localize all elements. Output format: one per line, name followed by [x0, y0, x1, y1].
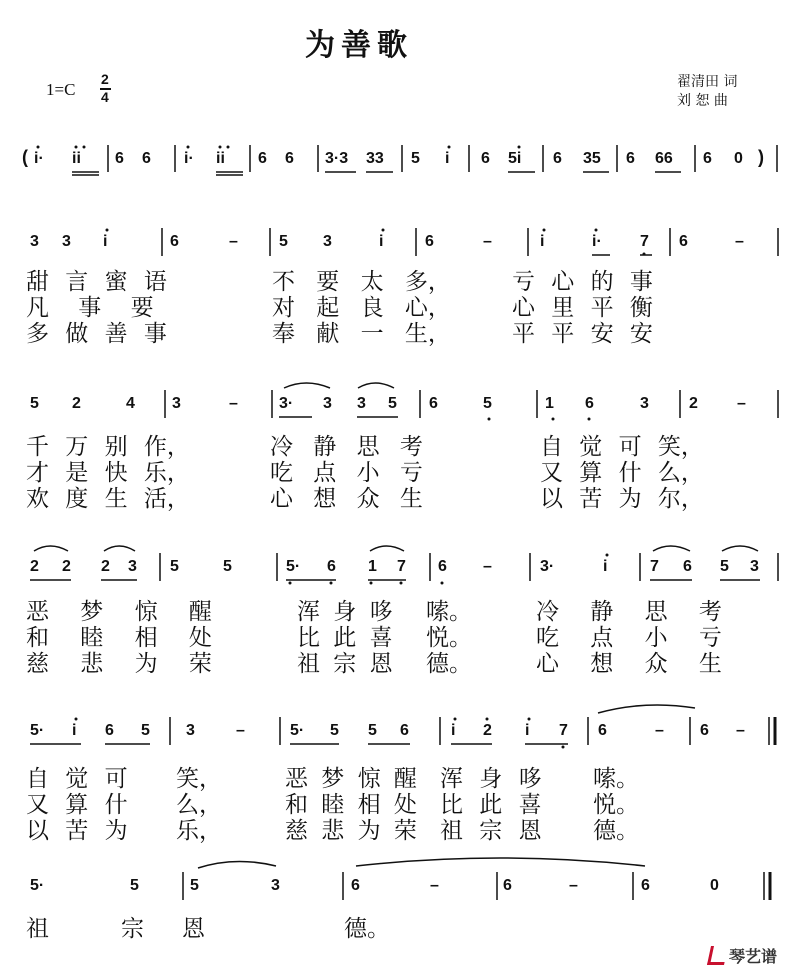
composer-credit: 刘 恕 曲 [677, 93, 728, 109]
lyric-line: 奉 献 一 生， [272, 321, 451, 347]
note: 5i [508, 150, 522, 167]
lyric-line: 自 觉 可 [26, 766, 128, 792]
note: 6 [115, 150, 124, 167]
note: 6 [700, 722, 709, 739]
lyric-line: 心 想 众 生 [270, 486, 423, 512]
note: 6 [429, 395, 438, 412]
note: i [525, 722, 530, 739]
note: 6 [503, 877, 512, 894]
note: 6 [703, 150, 712, 167]
lyric-line: 悦。 [593, 792, 639, 818]
note: 3 [640, 395, 649, 412]
note: 6 [400, 722, 409, 739]
lyric-line: 又 算 什 么， [540, 460, 704, 486]
note: – [236, 722, 245, 739]
lyric-line: 才 是 快 乐， [26, 460, 190, 486]
note: 5 [141, 722, 150, 739]
lyric-line: 对 起 良 心， [272, 295, 451, 321]
lyric-line: 不 要 太 多， [272, 269, 451, 295]
note: 3 [271, 877, 280, 894]
note: – [229, 395, 238, 412]
note: i [72, 722, 77, 739]
note: 5 [130, 877, 139, 894]
note: i· [592, 233, 602, 250]
note: 5 [483, 395, 492, 412]
note: – [229, 233, 238, 250]
note: – [483, 233, 492, 250]
note: – [430, 877, 439, 894]
lyric-line: 悦。 [426, 625, 472, 651]
lyric-line: 祖 宗 恩 [297, 651, 393, 677]
note: 6 [626, 150, 635, 167]
note: 5 [30, 395, 39, 412]
lyric-line: 德。 [426, 651, 472, 677]
note: – [569, 877, 578, 894]
intro-open-paren: ( [22, 147, 28, 167]
lyric-word: 祖 [26, 916, 49, 942]
note: 5 [411, 150, 420, 167]
lyricist-credit: 翟清田 词 [677, 74, 738, 90]
note: 3·3 [325, 150, 349, 167]
note: i [603, 558, 608, 575]
lyric-line: 心 想 众 生 [536, 651, 722, 677]
note: 6 [438, 558, 447, 575]
note: 6 [105, 722, 114, 739]
lyric-line: 吃 点 小 亏 [536, 625, 722, 651]
lyric-line: 千 万 别 作， [26, 434, 190, 460]
watermark-text: 琴艺谱 [729, 947, 778, 966]
note: ii [216, 150, 225, 167]
note: 6 [679, 233, 688, 250]
note: 3 [323, 233, 332, 250]
note: 1 [545, 395, 554, 412]
lyric-line: 亏 心 的 事 [512, 269, 653, 295]
note: 2 [689, 395, 698, 412]
note: 3 [62, 233, 71, 250]
lyric-line: 以 苦 为 尔， [540, 486, 704, 512]
lyric-line: 欢 度 生 活， [26, 486, 190, 512]
lyric-line: 恶 梦 惊 醒 [26, 599, 212, 625]
note: – [483, 558, 492, 575]
lyric-word: 宗 [121, 916, 144, 942]
note: 5 [368, 722, 377, 739]
note: 5· [30, 722, 45, 739]
note: 6 [553, 150, 562, 167]
lyric-line: 浑 身 哆 [440, 766, 542, 792]
note: 3 [172, 395, 181, 412]
song-title: 为善歌 [305, 28, 413, 63]
lyric-line: 笑， [176, 766, 222, 792]
lyric-line: 祖 宗 恩 [440, 818, 542, 844]
note: 3 [30, 233, 39, 250]
note: 3· [279, 395, 294, 412]
note: 6 [327, 558, 336, 575]
note: 3 [186, 722, 195, 739]
note: – [735, 233, 744, 250]
note: 5 [223, 558, 232, 575]
lyric-line: 德。 [593, 818, 639, 844]
note: 2 [30, 558, 39, 575]
lyric-line: 和 睦 相 处 [285, 792, 417, 818]
lyric-line: 凡 事 要 [26, 295, 154, 321]
note: 5 [330, 722, 339, 739]
note: – [736, 722, 745, 739]
note: 5 [170, 558, 179, 575]
time-signature-top: 2 [101, 71, 109, 87]
note: 5 [279, 233, 288, 250]
note: 2 [483, 722, 492, 739]
note: i [379, 233, 384, 250]
lyric-line: 乐， [176, 818, 222, 844]
note: 6 [481, 150, 490, 167]
note: 5· [286, 558, 301, 575]
note: 5· [290, 722, 305, 739]
lyric-line: 和 睦 相 处 [26, 625, 212, 651]
note: 0 [710, 877, 719, 894]
note: 5 [190, 877, 199, 894]
note: i· [34, 150, 44, 167]
note: 2 [72, 395, 81, 412]
lyric-line: 以 苦 为 [26, 818, 128, 844]
lyric-line: 嗦。 [593, 766, 639, 792]
lyric-line: 平 平 安 安 [512, 321, 653, 347]
watermark-logo [709, 944, 791, 966]
note: i [540, 233, 545, 250]
note: 6 [258, 150, 267, 167]
note: 0 [734, 150, 743, 167]
note: 3 [357, 395, 366, 412]
note: 3 [128, 558, 137, 575]
lyric-line: 冷 静 思 考 [536, 599, 722, 625]
key-signature: 1=C [46, 80, 76, 99]
note: 6 [585, 395, 594, 412]
note: 6 [683, 558, 692, 575]
note: 2 [62, 558, 71, 575]
lyric-line: 么， [176, 792, 222, 818]
note: 66 [655, 150, 673, 167]
note: 6 [351, 877, 360, 894]
watermark-icon [707, 946, 728, 965]
lyric-line: 甜 言 蜜 语 [26, 269, 167, 295]
lyric-line: 多 做 善 事 [26, 321, 167, 347]
note: – [655, 722, 664, 739]
lyric-line: 又 算 什 [26, 792, 128, 818]
note: – [737, 395, 746, 412]
lyric-line: 慈 悲 为 荣 [285, 818, 417, 844]
note: 6 [170, 233, 179, 250]
note: 3· [540, 558, 555, 575]
note: i [445, 150, 450, 167]
note: 1 [368, 558, 377, 575]
note: 3 [750, 558, 759, 575]
note: 6 [641, 877, 650, 894]
note: 7 [559, 722, 568, 739]
note: 5· [30, 877, 45, 894]
lyric-line: 比 此 喜 [297, 625, 393, 651]
lyric-line: 浑 身 哆 [297, 599, 393, 625]
lyric-word: 恩 [182, 916, 205, 942]
note: 5 [720, 558, 729, 575]
lyric-line: 心 里 平 衡 [512, 295, 653, 321]
lyric-line: 冷 静 思 考 [270, 434, 423, 460]
lyric-line: 吃 点 小 亏 [270, 460, 423, 486]
note: ii [72, 150, 81, 167]
lyric-line: 比 此 喜 [440, 792, 542, 818]
note: 35 [583, 150, 601, 167]
note: 5 [388, 395, 397, 412]
time-signature-bottom: 4 [101, 89, 109, 105]
note: 33 [366, 150, 384, 167]
note: i [103, 233, 108, 250]
lyric-line: 恶 梦 惊 醒 [285, 766, 417, 792]
note: 3 [323, 395, 332, 412]
note: 6 [142, 150, 151, 167]
note: 7 [397, 558, 406, 575]
lyric-line: 自 觉 可 笑， [540, 434, 704, 460]
lyric-word: 德。 [344, 916, 390, 942]
note: 4 [126, 395, 135, 412]
note: i [451, 722, 456, 739]
lyric-line: 慈 悲 为 荣 [26, 651, 212, 677]
note: 7 [640, 233, 649, 250]
note: 7 [650, 558, 659, 575]
note: 2 [101, 558, 110, 575]
intro-close-paren: ) [758, 147, 764, 167]
note: 6 [425, 233, 434, 250]
note: 6 [598, 722, 607, 739]
lyric-line: 嗦。 [426, 599, 472, 625]
note: 6 [285, 150, 294, 167]
note: i· [184, 150, 194, 167]
